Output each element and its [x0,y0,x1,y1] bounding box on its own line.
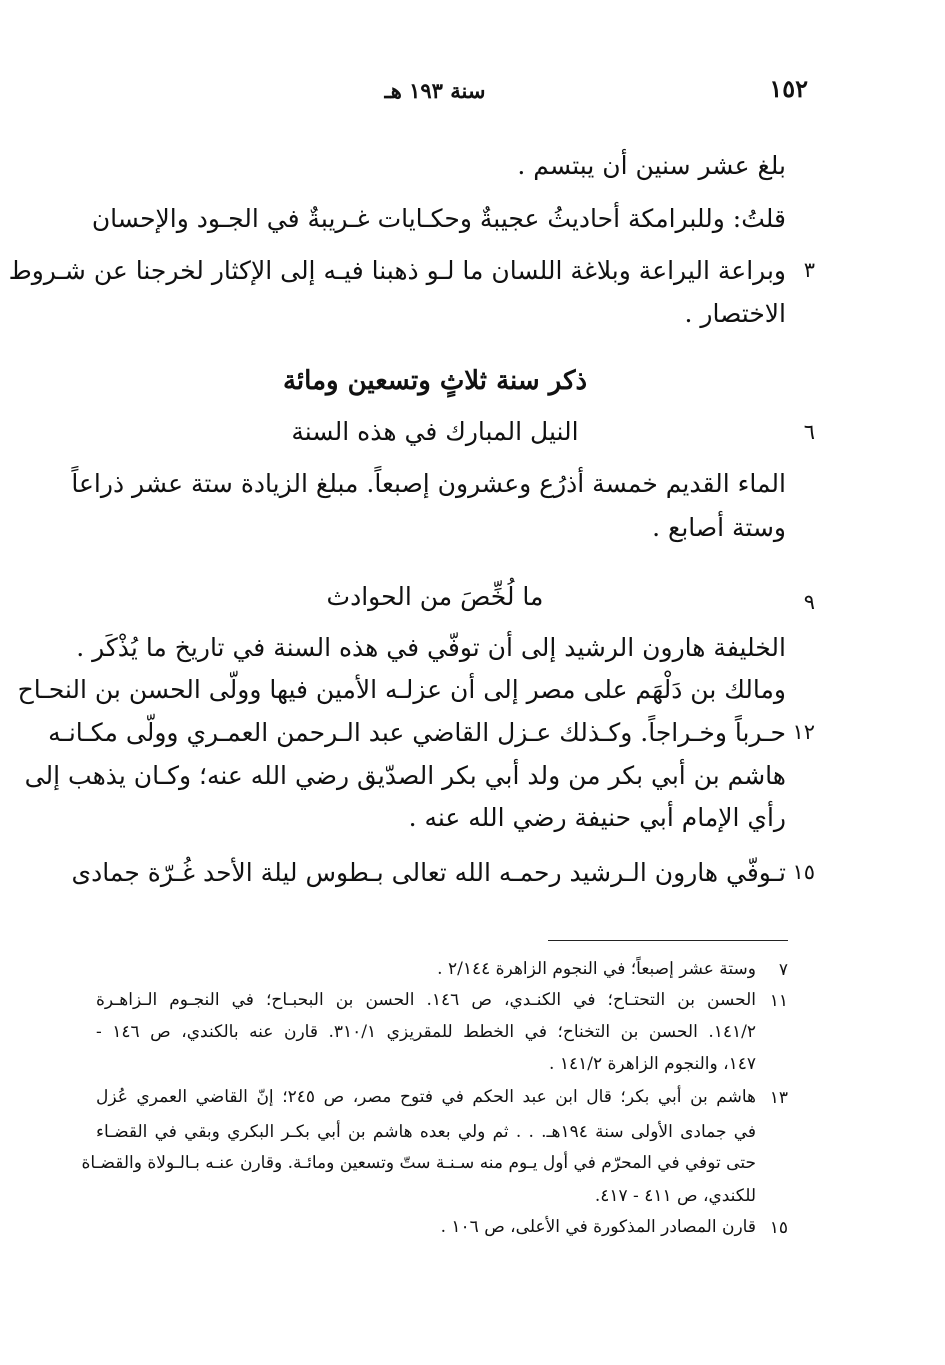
line-number: ٣ [803,258,815,282]
body-line: رأي الإمام أبي حنيفة رضي الله عنه . [408,803,786,832]
section-heading: ذكر سنة ثلاثٍ وتسعين ومائة [282,366,588,396]
running-header: سنة ١٩٣ هـ [384,78,486,103]
body-line: بلغ عشر سنين أن يبتسم . [517,151,786,180]
footnote-line: الحسن بن التحتـاح؛ في الكنـدي، ص ١٤٦. الحسن بن البحبـاح؛ في النجـوم الـزاهـرة [96,990,756,1010]
body-line: وستة أصابع . [652,513,786,542]
footnote-line: ١٤٧، والنجوم الزاهرة ١٤١/٢ . [549,1054,756,1074]
body-line: هاشم بن أبي بكر من ولد أبي بكر الصدّيق رضي الله عنه؛ وكـان يذهب إلى [24,761,786,790]
body-line: قلتُ: وللبرامكة أحاديثُ عجيبةٌ وحكـايات غـريبةٌ في الجـود والإحسان [91,204,786,233]
footnote-line: ١٤١/٢. الحسن بن التخناح؛ في الخطط للمقريزي ٣١٠/١. قارن عنه بالكندي، ص ١٤٦ - [96,1022,756,1042]
footnote-line: هاشم بن أبي بكر؛ قال ابن عبد الحكم في فتوح مصر، ص ٢٤٥؛ إنّ القاضي العمري عُزل [96,1087,756,1107]
footnote-line: قارن المصادر المذكورة في الأعلى، ص ١٠٦ . [440,1217,756,1237]
footnote-separator [548,940,788,941]
footnote-ref: ١٥ [769,1218,788,1238]
body-line: الماء القديم خمسة أذرُع وعشرون إصبعاً. مبلغ الزيادة ستة عشر ذراعاً [71,469,786,498]
page-number: ١٥٢ [769,74,808,103]
footnote-line: في جمادى الأولى سنة ١٩٤هـ. . . ثم ولي بعده هاشم بن أبي بكـر البكري وبقي في القضـاء [96,1122,756,1142]
footnote-ref: ١١ [769,991,788,1011]
body-line: حـرباً وخـراجاً. وكـذلك عـزل القاضي عبد الـرحمن العمـري وولّى مكـانـه [48,718,786,747]
footnote-line: للكندي، ص ٤١١ - ٤١٧. [594,1186,756,1206]
line-number: ٦ [803,420,815,444]
body-line: تـوفّي هارون الـرشيد رحمـه الله تعالى بـطوس ليلة الأحد غُـرّة جمادى [71,858,786,887]
subsection-title: ما لُخِّصَ من الحوادث [326,582,544,611]
line-number: ٩ [803,590,815,614]
footnote-line: حتى توفي في المحرّم في أول يـوم منه سـنـة ستّ وتسعين ومائـة. وقارن عنـه بـالـولاة والقضـاة [81,1153,756,1173]
body-line: الخليفة هارون الرشيد إلى أن توفّي في هذه السنة في تاريخ ما يُذْكَر . [76,633,786,662]
subsection-title: النيل المبارك في هذه السنة [291,417,579,446]
body-line: ومالك بن دَلْهَم على مصر إلى أن عزلـه الأمين فيها وولّى الحسن بن النحـاح [17,675,786,704]
footnote-line: وستة عشر إصبعاً؛ في النجوم الزاهرة ٢/١٤٤ . [437,959,756,979]
body-line: الاختصار . [684,299,786,328]
line-number: ١٥ [792,860,815,884]
footnote-ref: ٧ [778,960,788,980]
footnote-ref: ١٣ [769,1088,788,1108]
body-line: وبراعة اليراعة وبلاغة اللسان ما لـو ذهبنا فيـه إلى الإكثار لخرجنا عن شـروط [8,256,786,285]
line-number: ١٢ [792,720,815,744]
